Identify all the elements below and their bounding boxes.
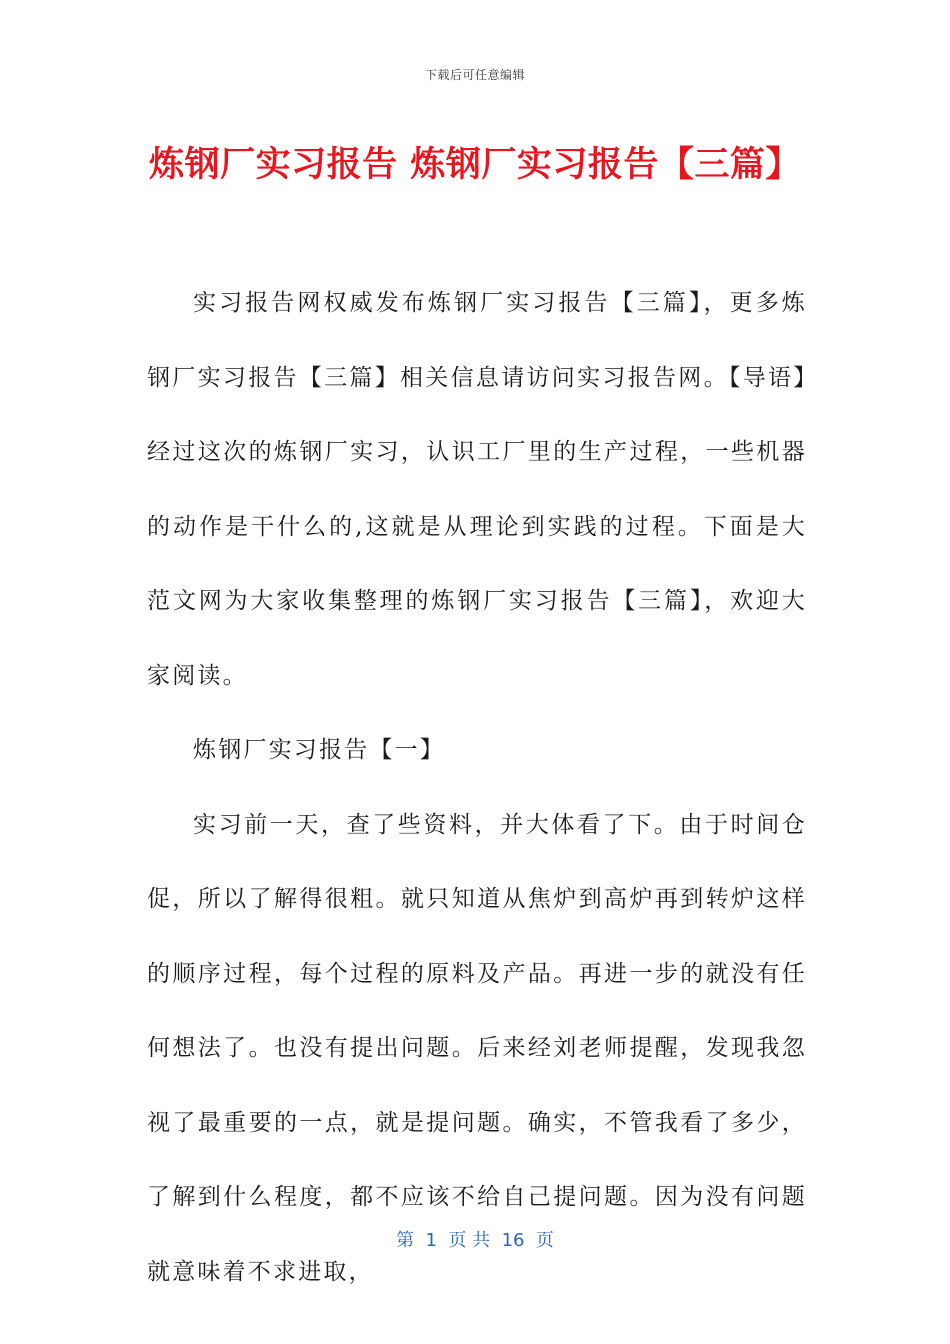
paragraph-body: 实习前一天，查了些资料，并大体看了下。由于时间仓促，所以了解得很粗。就只知道从焦炉到高炉再到转炉这样的顺序过程，每个过程的原料及产品。再进一步的就没有任何想法了。也没有提出问题。后来经刘老师提醒，发现我忽视了最重要的一点，就是提问题。确实，不管我看了多少，了解到什么程度，都不应该不给自己提问题。因为没有问题就意味着不求进取， xyxy=(147,811,807,1285)
document-body xyxy=(147,266,807,1309)
page-number-footer: 第 1 页 共 16 页 xyxy=(396,1230,554,1251)
section-heading: 炼钢厂实习报告【一】 xyxy=(193,737,445,763)
document-title: 炼钢厂实习报告 炼钢厂实习报告【三篇】 xyxy=(149,145,801,185)
paragraph-intro: 实习报告网权威发布炼钢厂实习报告【三篇】，更多炼钢厂实习报告【三篇】相关信息请访问实习报告网。【导语】经过这次的炼钢厂实习，认识工厂里的生产过程，一些机器的动作是干什么的,这就是从理论到实践的过程。下面是大范文网为大家收集整理的炼钢厂实习报告【三篇】，欢迎大家阅读。 xyxy=(147,290,807,689)
header-note: 下载后可任意编辑 xyxy=(424,68,525,82)
